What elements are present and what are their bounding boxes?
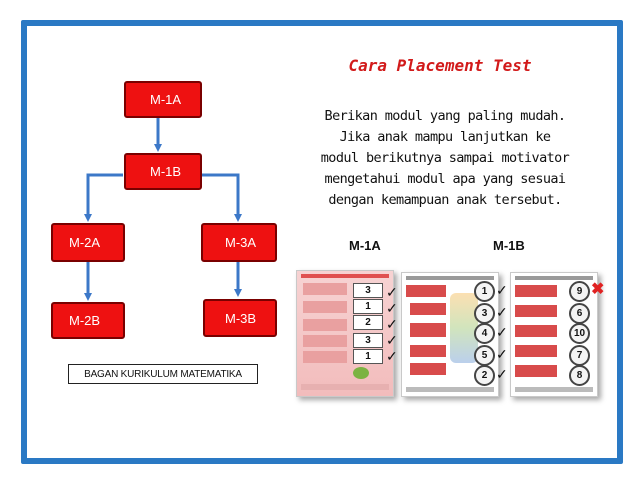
answer-circle: 8	[569, 365, 590, 386]
checkmark-icon: ✓	[386, 332, 398, 348]
checkmark-icon: ✓	[386, 316, 398, 332]
slide-title: Cara Placement Test	[348, 56, 532, 75]
description-line: modul berikutnya sampai motivator	[320, 150, 570, 166]
description-line: Jika anak mampu lanjutkan ke	[339, 129, 551, 145]
module-label-right: M-1B	[493, 238, 525, 253]
worksheet-header-bar	[406, 276, 494, 280]
answer-circle: 6	[569, 303, 590, 324]
answer-box: 2	[353, 315, 383, 330]
worksheet-header-bar	[301, 274, 389, 278]
picture-row	[515, 345, 557, 357]
picture-row	[515, 325, 557, 337]
picture-row	[303, 351, 347, 363]
answer-circle: 4	[474, 323, 495, 344]
checkmark-icon: ✓	[386, 348, 398, 364]
answer-circle: 1	[474, 281, 495, 302]
picture-row	[515, 365, 557, 377]
curriculum-caption: BAGAN KURIKULUM MATEMATIKA	[68, 364, 258, 384]
cross-mark-icon: ✖	[591, 281, 605, 298]
answer-circle: 5	[474, 345, 495, 366]
answer-box: 1	[353, 349, 383, 364]
picture-row	[515, 305, 557, 317]
worksheet-footer	[406, 387, 494, 392]
worksheet-header-bar	[515, 276, 593, 280]
worksheet-footer	[515, 387, 593, 392]
description-line: mengetahui modul apa yang sesuai	[324, 171, 566, 187]
description-line: Berikan modul yang paling mudah.	[324, 108, 566, 124]
picture-row	[410, 345, 446, 357]
arrow-m1b-m2a	[88, 175, 123, 218]
checkmark-icon: ✓	[496, 366, 508, 382]
motivator-picture-icon	[353, 367, 369, 379]
picture-row	[303, 335, 347, 347]
description-line: dengan kemampuan anak tersebut.	[328, 192, 562, 208]
picture-row	[410, 363, 446, 375]
node-m3b: M-3B	[203, 299, 277, 337]
answer-circle: 9	[569, 281, 590, 302]
checkmark-icon: ✓	[386, 300, 398, 316]
arrow-m1b-m3a	[196, 175, 238, 218]
worksheet-footer	[301, 384, 389, 390]
worksheet-m1a	[296, 270, 394, 397]
picture-row	[515, 285, 557, 297]
picture-row	[410, 303, 446, 315]
description-text	[290, 106, 600, 211]
picture-row	[410, 323, 446, 337]
checkmark-icon: ✓	[496, 346, 508, 362]
node-m1b: M-1B	[124, 153, 202, 190]
node-m3a: M-3A	[201, 223, 277, 262]
answer-circle: 10	[569, 323, 590, 344]
answer-circle: 3	[474, 303, 495, 324]
node-m2a: M-2A	[51, 223, 125, 262]
checkmark-icon: ✓	[496, 324, 508, 340]
picture-row	[303, 283, 347, 295]
checkmark-icon: ✓	[496, 282, 508, 298]
checkmark-icon: ✓	[496, 304, 508, 320]
node-m2b: M-2B	[51, 302, 125, 339]
picture-row	[303, 319, 347, 331]
answer-circle: 2	[474, 365, 495, 386]
answer-box: 3	[353, 283, 383, 298]
picture-row	[406, 285, 446, 297]
node-m1a: M-1A	[124, 81, 202, 118]
worksheet-m1b	[401, 272, 499, 397]
answer-box: 1	[353, 299, 383, 314]
checkmark-icon: ✓	[386, 284, 398, 300]
module-label-left: M-1A	[349, 238, 381, 253]
worksheet-m1b-second	[510, 272, 598, 397]
answer-circle: 7	[569, 345, 590, 366]
picture-row	[303, 301, 347, 313]
answer-box: 3	[353, 333, 383, 348]
